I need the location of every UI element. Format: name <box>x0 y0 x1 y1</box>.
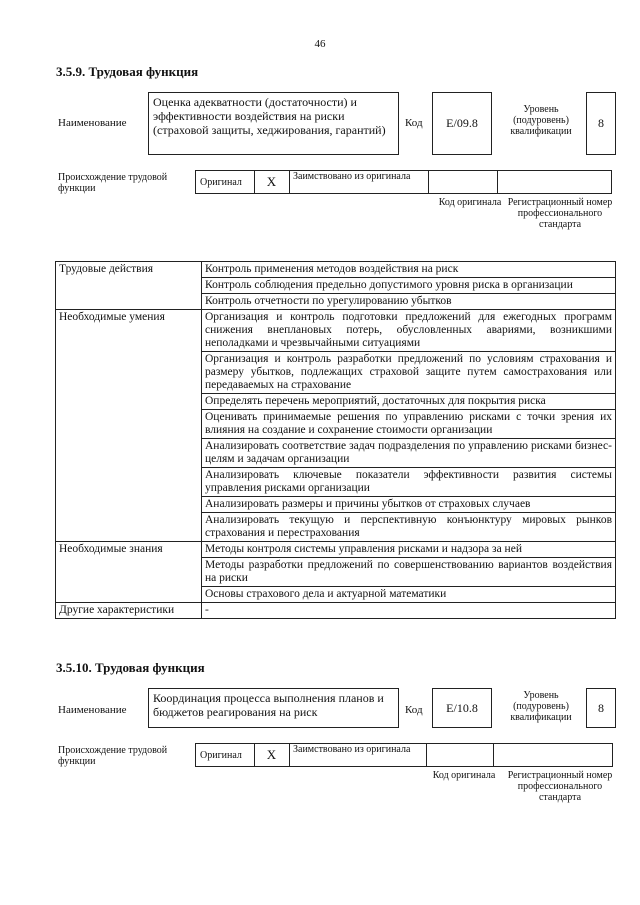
other-label: Другие характеристики <box>56 603 202 619</box>
code-label: Код <box>405 117 423 129</box>
knowledge-item: Методы разработки предложений по совершенствованию вариантов воздействия на риски <box>202 558 616 587</box>
reg-number-cell <box>493 743 613 767</box>
skill-item: Анализировать размеры и причины убытков от страховых случаев <box>202 497 616 513</box>
skill-item: Анализировать текущую и перспективную конъюнктуру мировых рынков страхования и перестрахования <box>202 513 616 542</box>
origin-row <box>196 170 612 194</box>
level-value: 8 <box>586 92 616 155</box>
knowledge-item: Основы страхового дела и актуарной математики <box>202 587 616 603</box>
code-original-cell <box>426 743 494 767</box>
name-label: Наименование <box>58 704 127 716</box>
skill-item: Организация и контроль подготовки предложений для ежегодных программ снижения внеплановых потерь, обусловленных авариями, возникшими неполадками и чрезвычайными ситуациями <box>202 310 616 352</box>
borrowed-label: Заимствовано из оригинала <box>289 170 429 194</box>
labor-action-item: Контроль применения методов воздействия на риск <box>202 262 616 278</box>
labor-action-item: Контроль отчетности по урегулированию убытков <box>202 294 616 310</box>
original-label: Оригинал <box>195 170 255 194</box>
borrowed-label: Заимствовано из оригинала <box>289 743 427 767</box>
page-number: 46 <box>314 38 326 50</box>
code-original-cell <box>428 170 498 194</box>
skill-item: Оценивать принимаемые решения по управлению рисками с точки зрения их влияния на создание и сохранение стоимости организации <box>202 410 616 439</box>
code-original-label: Код оригинала <box>432 770 496 781</box>
labor-actions-label: Трудовые действия <box>56 262 202 310</box>
other-item: - <box>202 603 616 619</box>
origin-label: Происхождение трудовой функции <box>58 745 168 767</box>
reg-number-label: Регистрационный номер профессионального стандарта <box>507 197 613 230</box>
labor-action-item: Контроль соблюдения предельно допустимого уровня риска в организации <box>202 278 616 294</box>
original-label: Оригинал <box>195 743 255 767</box>
reg-number-label: Регистрационный номер профессионального стандарта <box>507 770 613 803</box>
original-mark: X <box>254 170 290 194</box>
code-original-label: Код оригинала <box>438 197 502 208</box>
function-name-box: Оценка адекватности (достаточности) и эффективности воздействия на риски (страховой защиты, хеджирования, гарантий) <box>148 92 399 155</box>
skills-label: Необходимые умения <box>56 310 202 542</box>
section-title: 3.5.9. Трудовая функция <box>56 64 199 79</box>
function-table <box>55 261 616 619</box>
level-label: Уровень (подуровень) квалификации <box>510 104 572 137</box>
code-label: Код <box>405 704 423 716</box>
skill-item: Анализировать ключевые показатели эффективности развития системы управления рисками организации <box>202 468 616 497</box>
skill-item: Анализировать соответствие задач подразделения по управлению рисками бизнес-целям и задачам организации <box>202 439 616 468</box>
name-label: Наименование <box>58 117 127 129</box>
skill-item: Организация и контроль разработки предложений по условиям страхования и размеру убытков, подлежащих страховой защите путем самострахования или передаваемых на страхование <box>202 352 616 394</box>
reg-number-cell <box>497 170 612 194</box>
original-mark: X <box>254 743 290 767</box>
code-value: E/10.8 <box>432 688 492 728</box>
knowledge-item: Методы контроля системы управления рисками и надзора за ней <box>202 542 616 558</box>
knowledge-label: Необходимые знания <box>56 542 202 603</box>
section-title: 3.5.10. Трудовая функция <box>56 660 205 675</box>
level-value: 8 <box>586 688 616 728</box>
code-value: E/09.8 <box>432 92 492 155</box>
origin-row <box>196 743 613 767</box>
origin-label: Происхождение трудовой функции <box>58 172 168 194</box>
function-name-box: Координация процесса выполнения планов и бюджетов реагирования на риск <box>148 688 399 728</box>
level-label: Уровень (подуровень) квалификации <box>510 690 572 723</box>
skill-item: Определять перечень мероприятий, достаточных для покрытия риска <box>202 394 616 410</box>
